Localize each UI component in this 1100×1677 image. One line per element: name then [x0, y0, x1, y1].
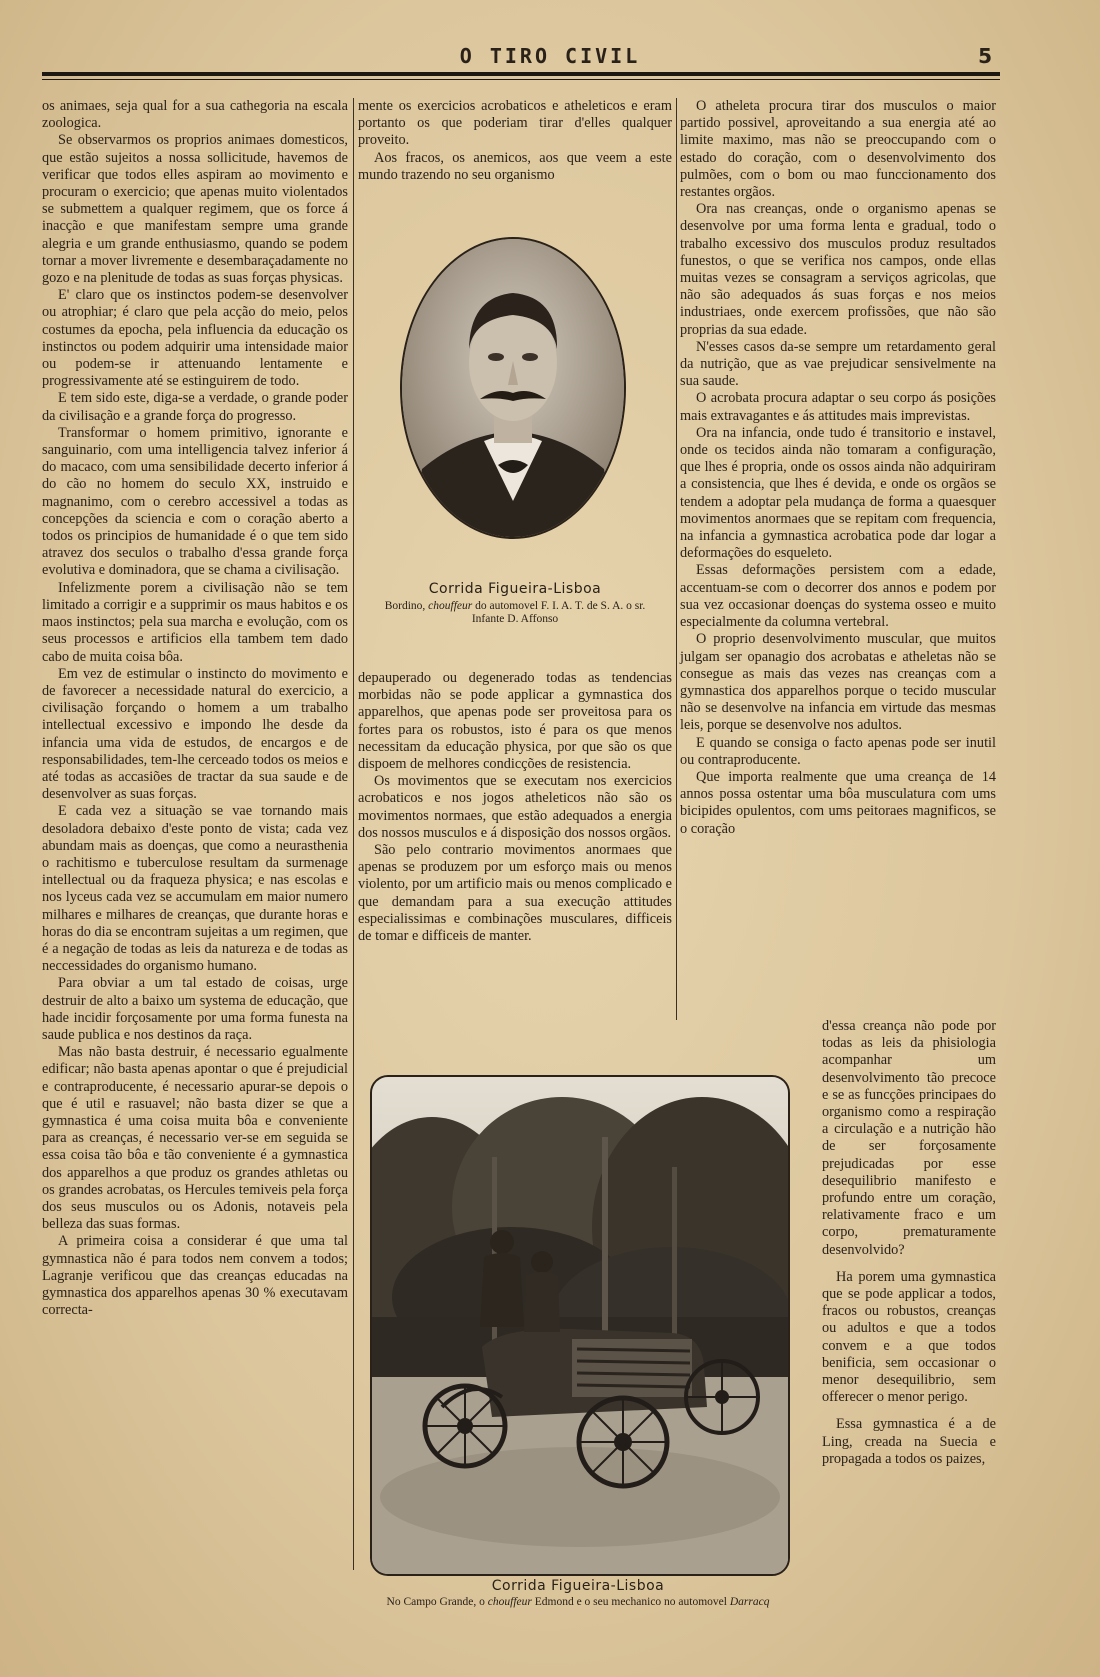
paragraph: E quando se consiga o facto apenas pode ser inutil ou contraproducente. [680, 734, 996, 768]
paragraph: O proprio desenvolvimento muscular, que muitos julgam ser opanagio dos acrobatas e atheletas não se consegue as mais das vezes nas creanças com a gymnastica dos apparelhos porque o tecido muscular não se desenvolve na infancia em virtude das mesmas leis, porque se desenvolve nos adultos. [680, 631, 996, 734]
car-caption-title: Corrida Figueira-Lisboa [491, 1578, 665, 1594]
caption-italic: Darracq [729, 1596, 770, 1608]
article-column-2-top [358, 98, 672, 184]
paragraph: mente os exercicios acrobaticos e atheleticos e eram portanto os que poderiam tirar d'elles qualquer proveito. [358, 98, 672, 149]
caption-italic: chouffeur [428, 600, 473, 612]
paragraph: São pelo contrario movimentos anormaes que apenas se produzem por um esforço mais ou menos violento, por um artificio mais ou menos complicado e que demandam para a sua execução attitudes especialissimas e combinações musculares, difficeis de tomar e difficeis de manter. [358, 842, 672, 945]
caption-text: do automovel F. I. A. T. de S. A. o sr. Infante D. Affonso [471, 600, 646, 625]
paragraph: E cada vez a situação se vae tornando mais desoladora debaixo d'este ponto de vista; cada vez abundam mais as doenças, que como a neurasthenia o rachitismo e tuberculose resultam da surmenage intellectual ou da fraqueza physica; e nas escolas e nos lyceus cada vez se accumulam em maior numero milhares e milhares de creanças, que durante horas e horas do dia se encontram sujeitas a um regimen, que é a negação de todas as leis da natureza e de todas as neccessidades do organismo humano. [42, 803, 348, 975]
paragraph: E tem sido este, diga-se a verdade, o grande poder da civilisação e a grande força do progresso. [42, 390, 348, 424]
paragraph: Ora na infancia, onde tudo é transitorio e instavel, onde os tecidos ainda não tomaram a configuração, que lhes é propria, onde os ossos ainda não adquiriram a consistencia, que lhes é devida, e onde os orgãos se tendem a adoptar pela mudança de forma a quaesquer movimentos anormaes que se repitam com frequencia, na infancia a gymnastica acrobatica pode dar logar a deformações do esqueleto. [680, 424, 996, 562]
header-rule-thin [42, 79, 1000, 80]
paragraph: O acrobata procura adaptar o seu corpo ás posições mais extravagantes e ás attitudes mais imprevistas. [680, 390, 996, 424]
paragraph: depauperado ou degenerado todas as tendencias morbidas não se pode applicar a gymnastica dos apparelhos, que apenas pode ser proveitosa para os fortes para os robustos, isto é para os que menos necessitam da educação physica, por que são os que dispoem de melhores condicções de resistencia. [358, 670, 672, 773]
column-divider-left [353, 98, 354, 1570]
portrait-photo [400, 237, 626, 539]
paragraph: Para obviar a um tal estado de coisas, urge destruir de alto a baixo um systema de educação, que hade incidir forçosamente por uma forma funesta na saude publica e nos destinos da raça. [42, 975, 348, 1043]
paragraph: Infelizmente porem a civilisação não se tem limitado a corrigir e a supprimir os maus habitos e os maos instinctos; pela sua marcha e evolução, com os seus processos e artificios ella tambem tem dado cabo de muita coisa bôa. [42, 579, 348, 665]
paragraph: Aos fracos, os anemicos, aos que veem a este mundo trazendo no seu organismo [358, 149, 672, 183]
paragraph: Ora nas creanças, onde o organismo apenas se desenvolve por uma forma lenta e gradual, todo o trabalho excessivo dos musculos produz resultados funestos, o que se verifica nos campos, onde ellas muitas vezes se consagram a serviços agricolas, que não são adequados ás suas forças e nos meios industriaes, onde exercem profissões, que não são proprias da sua edade. [680, 201, 996, 338]
portrait-caption-title: Corrida Figueira-Lisboa [428, 581, 602, 597]
caption-text: Edmond e o seu mechanico no automovel [531, 1596, 730, 1608]
caption-text: No Campo Grande, o [386, 1596, 488, 1608]
caption-text: Bordino, [384, 600, 429, 612]
paragraph: A primeira coisa a considerar é que uma tal gymnastica não é para todos nem convem a todos; Lagranje verificou que das creanças educadas na gymnastica dos apparelhos apenas 30 % executavam correcta- [42, 1233, 348, 1319]
paragraph: os animaes, seja qual for a sua cathegoria na escala zoologica. [42, 98, 348, 132]
paragraph: Transformar o homem primitivo, ignorante e sanguinario, com uma intelligencia talvez inferior á do macaco, com uma sensibilidade decerto inferior á do cão no homem do seculo XX, instruido e magnanimo, com o cerebro accessivel a todas as concepções da sciencia e com o coração aberto a todos os principios de humanidade é o que tem sido atravez dos seculos o trabalho d'essa grande força evolutiva e dominadora, que se chama a civilisação. [42, 424, 348, 579]
article-column-3 [680, 98, 996, 838]
article-column-3-narrow [822, 1018, 996, 1468]
caption-italic: chouffeur [487, 1596, 532, 1608]
paragraph: E' claro que os instinctos podem-se desenvolver ou atrophiar; é claro que pela acção do meio, pelos costumes da epocha, pela influencia da educação os instinctos ou podem adquirir uma intensidade maior ou podem-se ir attenuando lentamente e progressivamente até se estinguirem de todo. [42, 287, 348, 390]
masthead-title: O TIRO CIVIL [459, 44, 641, 68]
car-caption [358, 1596, 798, 1609]
paragraph: Os movimentos que se executam nos exercicios acrobaticos e nos jogos atheleticos não são os movimentos normaes, que estão adequados a energia dos nossos musculos e á disposição dos nossos orgãos. [358, 773, 672, 841]
paragraph: d'essa creança não pode por todas as leis da phisiologia acompanhar um desenvolvimento tão precoce e se as funcções principaes do organismo como a respiração a circulação e a nutrição hão de ser forçosamente prejudicadas por esse desequilibrio manifesto e profundo entre um coração, relativamente fraco e um corpo, prematuramente desenvolvido? [822, 1018, 996, 1258]
page-number: 5 [978, 44, 992, 68]
paragraph: Ha porem uma gymnastica que se pode applicar a todos, fracos ou robustos, creanças ou adultos e que a todos convem e a que todos benificia, sem occasionar o menor desequilibrio, sem offerecer o menor perigo. [822, 1268, 996, 1406]
paragraph: Essa gymnastica é a de Ling, creada na Suecia e propagada a todos os paizes, [822, 1416, 996, 1467]
paragraph: N'esses casos da-se sempre um retardamento geral da nutrição, que as vae prejudicar sensivelmente na sua saude. [680, 338, 996, 390]
header-rule-thick [42, 72, 1000, 76]
paragraph: Em vez de estimular o instincto do movimento e de favorecer a necessidade natural do exercicio, a civilisação forçando o homem a um trabalho intellectual excessivo e impondo lhe desde da infancia uma vida de estudos, de encargos e de responsabilidades, tem-lhe cerceado todos os meios e até todas as accasiões de tractar da sua saude e de desenvolver as suas forças. [42, 665, 348, 803]
car-illustration [372, 1077, 788, 1574]
article-column-1 [42, 98, 348, 1319]
article-column-2-bottom [358, 670, 672, 945]
column-divider-right [676, 98, 677, 1020]
paragraph: Se observarmos os proprios animaes domesticos, que estão sujeitos a nossa sollicitude, havemos de verificar que todos elles aspiram ao movimento e procuram o exercicio; que apenas muito violentados se submettem a qualquer regimem, que os force á inacção e que manifestam sempre uma grande alegria e um grande enthusiasmo, quando se podem tornar a mover livremente e desembaraçadamente no gozo e na plenitude de todas as suas forças physicas. [42, 132, 348, 287]
paragraph: O atheleta procura tirar dos musculos o maior partido possivel, aproveitando a sua energia até ao limite maximo, mas não se preoccupando com o estado do coração, com o desenvolvimento dos pulmões, com o bom ou mao funccionamento dos restantes orgãos. [680, 98, 996, 201]
car-photo [370, 1075, 790, 1576]
paragraph: Mas não basta destruir, é necessario egualmente edificar; não basta apenas apontar o que é prejudicial e contraproducente, é necessario apurar-se depois o que é util e rasuavel; não basta dizer se que a gymnastica é uma coisa muita bôa e conveniente para as creanças, é necessario ver-se em seguida se essa coisa tão bôa e tão conveniente é a gymnastica dos apparelhos a que produz os grandes athletas ou os grandes acrobatas, os Hercules temiveis pela força dos seus musculos ou os Adonis, notaveis pela belleza das suas formas. [42, 1044, 348, 1233]
portrait-illustration [402, 239, 624, 537]
paragraph: Essas deformações persistem com a edade, accentuam-se com o decorrer dos annos e podem por sua vez occasionar doenças do systema osseo e muito especialmente da columna vertebral. [680, 562, 996, 631]
portrait-caption [378, 600, 652, 626]
paragraph: Que importa realmente que uma creança de 14 annos possa ostentar uma bôa musculatura com ums bicipides opulentos, com ums peitoraes magnificos, se o coração [680, 768, 996, 837]
